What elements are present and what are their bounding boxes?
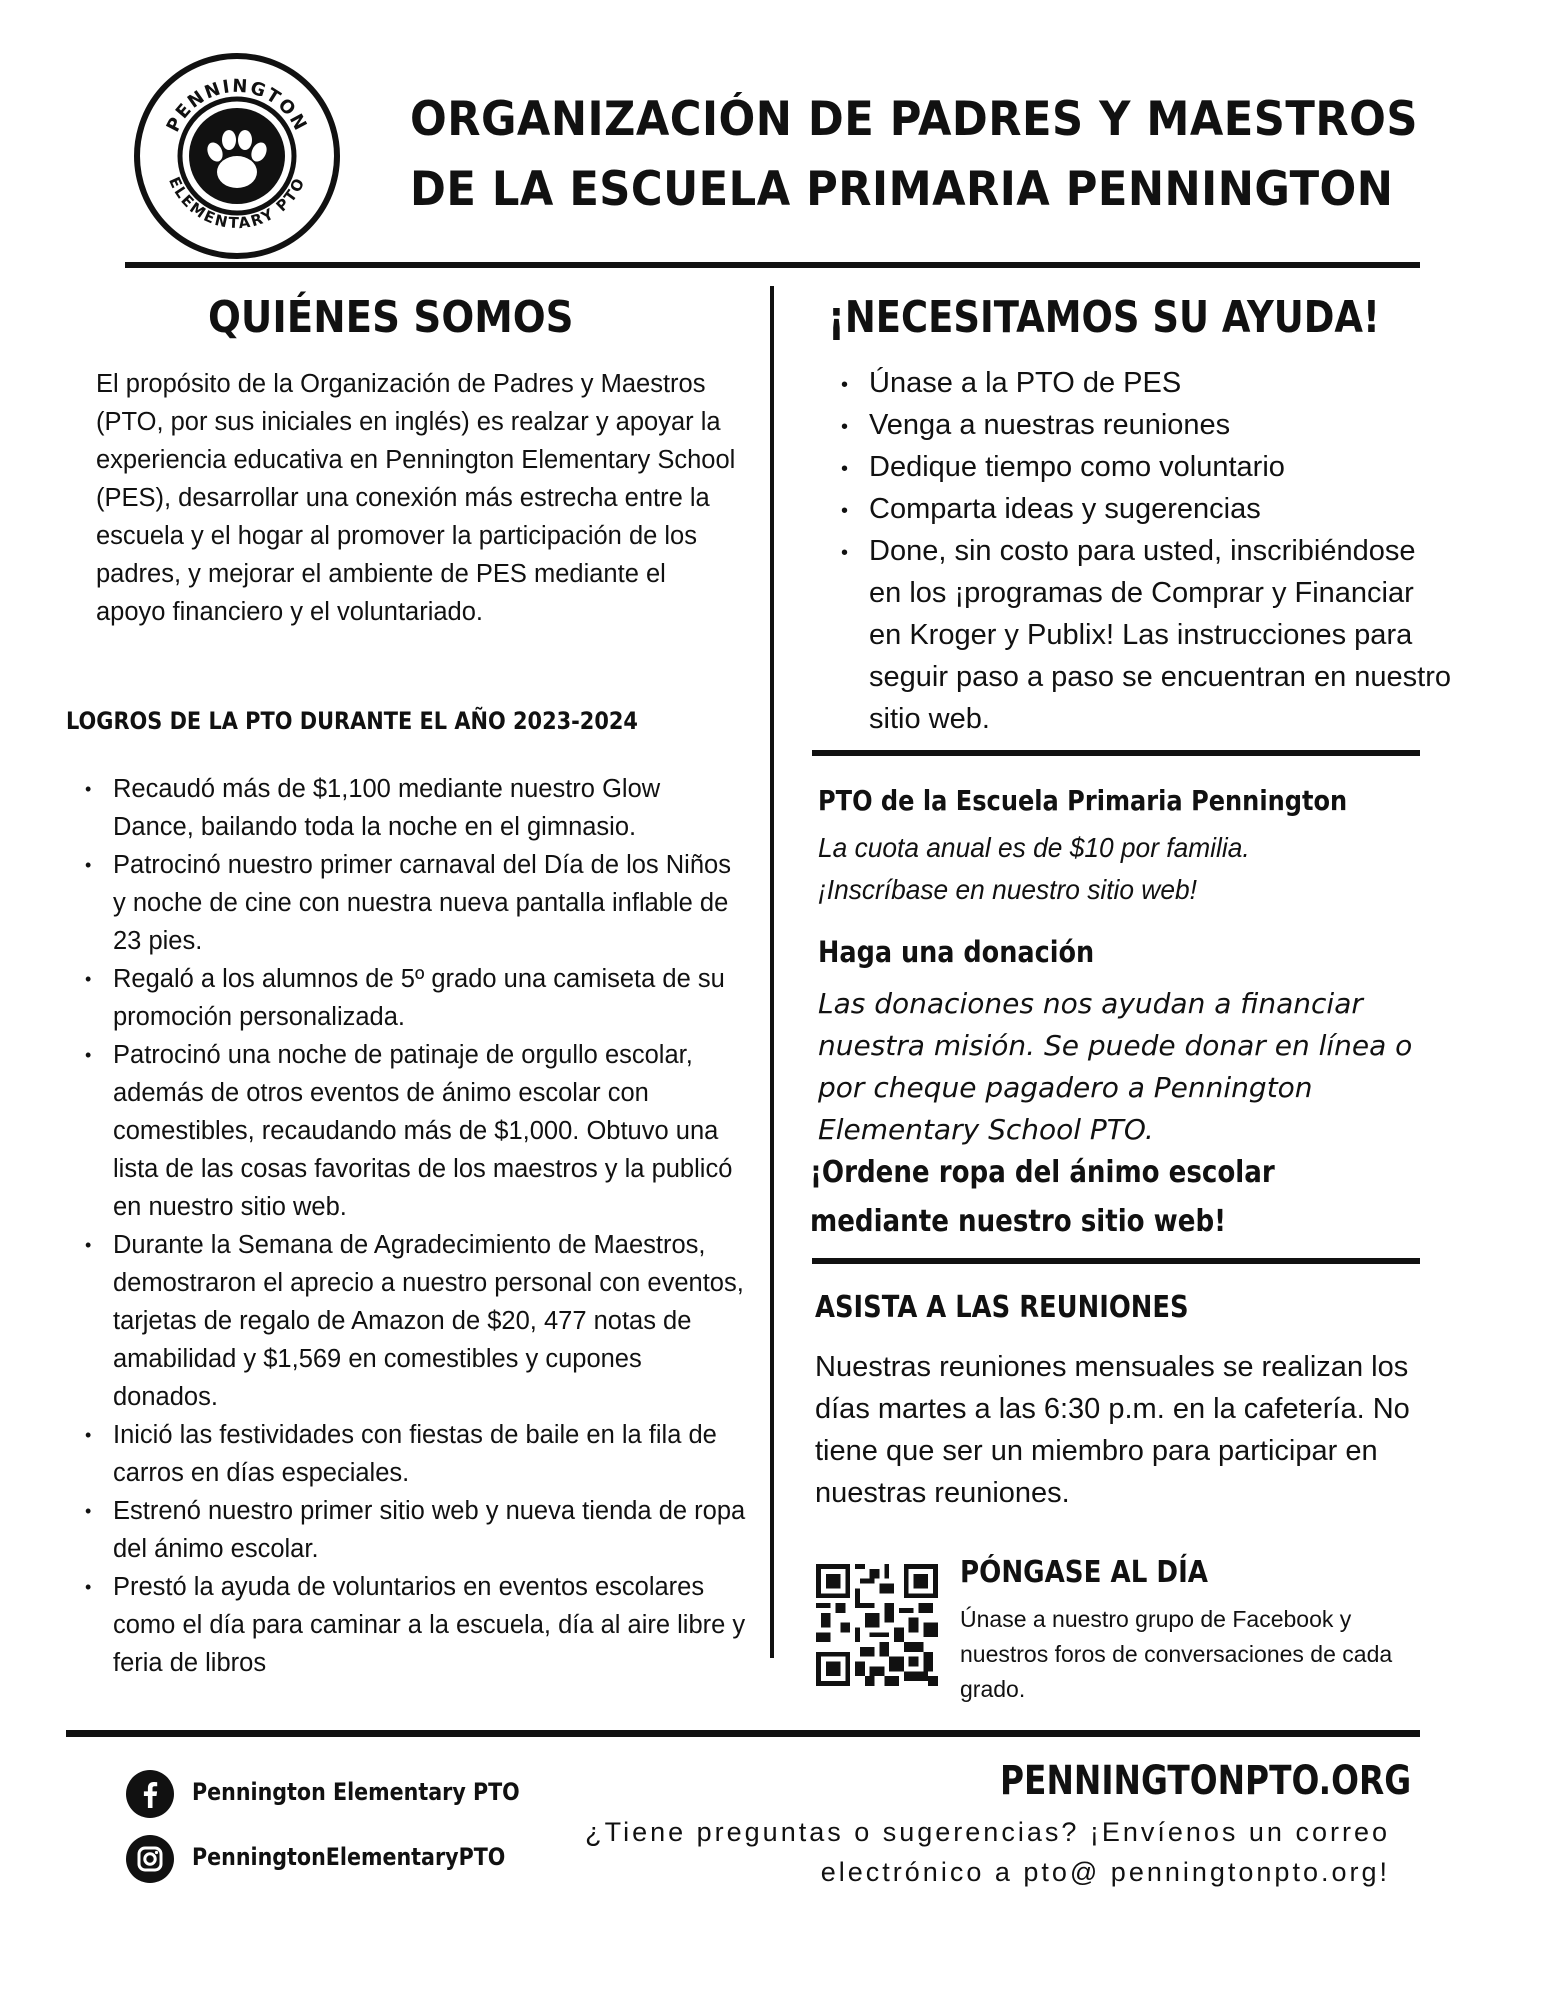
paw-icon	[189, 108, 285, 204]
asista-body: Nuestras reuniones mensuales se realizan los días martes a las 6:30 p.m. en la cafetería. No tiene que ser un miembro para participar en nuestras reuniones.	[815, 1351, 1410, 1509]
list-item: • Prestó la ayuda de voluntarios en eventos escolares como el día para caminar a la escuela, día al aire libre y feria de libros	[66, 1568, 746, 1682]
logros-list	[66, 770, 746, 1682]
list-item: • Estrenó nuestro primer sitio web y nueva tienda de ropa del ánimo escolar.	[66, 1492, 746, 1568]
list-item: • Comparta ideas y sugerencias	[822, 488, 1452, 530]
facebook-icon[interactable]	[126, 1770, 174, 1818]
footer-divider	[66, 1730, 1420, 1737]
ordene-line-1: ¡Ordene ropa del ánimo escolar	[810, 1155, 1275, 1190]
instagram-link[interactable]: PenningtonElementaryPTO	[192, 1843, 506, 1871]
right-divider-1	[812, 750, 1420, 756]
instagram-icon[interactable]	[126, 1835, 174, 1883]
website-link[interactable]: PENNINGTONPTO.ORG	[1000, 1758, 1412, 1804]
list-item: • Durante la Semana de Agradecimiento de Maestros, demostraron el aprecio a nuestro personal con eventos, tarjetas de regalo de Amazon de $20, 477 notas de amabilidad y $1,569 en comestibles y cupones donados.	[66, 1226, 746, 1416]
pto-heading: PTO de la Escuela Primaria Pennington	[818, 784, 1348, 817]
list-item: • Patrocinó nuestro primer carnaval del Día de los Niños y noche de cine con nuestra nueva pantalla inflable de 23 pies.	[66, 846, 746, 960]
donacion-body: Las donaciones nos ayudan a financiar nuestra misión. Se puede donar en línea o por cheque pagadero a Pennington Elementary School PTO.	[818, 987, 1413, 1146]
pongase-heading: PÓNGASE AL DÍA	[960, 1555, 1208, 1590]
list-item: • Recaudó más de $1,100 mediante nuestro Glow Dance, bailando toda la noche en el gimnasio.	[66, 770, 746, 846]
list-item: • Inició las festividades con fiestas de baile en la fila de carros en días especiales.	[66, 1416, 746, 1492]
facebook-link[interactable]: Pennington Elementary PTO	[192, 1778, 520, 1806]
list-item: • Done, sin costo para usted, inscribiéndose en los ¡programas de Comprar y Financiar en Kroger y Publix! Las instrucciones para seguir paso a paso se encuentran en nuestro sitio web.	[822, 530, 1452, 740]
list-item: • Venga a nuestras reuniones	[822, 404, 1452, 446]
necesitamos-ayuda-heading: ¡NECESITAMOS SU AYUDA!	[828, 292, 1380, 343]
quienes-somos-heading: QUIÉNES SOMOS	[208, 292, 574, 343]
right-divider-2	[812, 1258, 1420, 1264]
donacion-heading: Haga una donación	[818, 935, 1095, 969]
pongase-body: Únase a nuestro grupo de Facebook y nuestros foros de conversaciones de cada grado.	[960, 1606, 1393, 1702]
contact-text: ¿Tiene preguntas o sugerencias? ¡Envíenos un correo electrónico a pto@ penningtonpto.org!	[585, 1817, 1390, 1887]
logros-heading: LOGROS DE LA PTO DURANTE EL AÑO 2023-2024	[66, 707, 638, 735]
list-item: • Patrocinó una noche de patinaje de orgullo escolar, además de otros eventos de ánimo escolar con comestibles, recaudando más de $1,000. Obtuvo una lista de las cosas favoritas de los maestros y la publicó en nuestro sitio web.	[66, 1036, 746, 1226]
logo-top-text: PENNINGTON	[162, 75, 312, 136]
logo-bottom-text: ELEMENTARY PTO	[165, 173, 309, 233]
quienes-somos-body: El propósito de la Organización de Padres y Maestros (PTO, por sus iniciales en inglés) es realzar y apoyar la experiencia educativa en Pennington Elementary School (PES), desarrollar una conexión más estrecha entre la escuela y el hogar al promover la participación de los padres, y mejorar el ambiente de PES mediante el apoyo financiero y el voluntariado.	[96, 370, 736, 626]
list-item: • Regaló a los alumnos de 5º grado una camiseta de su promoción personalizada.	[66, 960, 746, 1036]
column-divider	[770, 286, 774, 1658]
page-title-line-2: DE LA ESCUELA PRIMARIA PENNINGTON	[410, 162, 1394, 217]
header-divider	[125, 262, 1420, 268]
cuota-text: La cuota anual es de $10 por familia.	[818, 832, 1250, 863]
ayuda-list	[822, 362, 1452, 740]
asista-heading: ASISTA A LAS REUNIONES	[815, 1290, 1189, 1325]
qr-code-icon[interactable]	[816, 1564, 938, 1686]
list-item: • Únase a la PTO de PES	[822, 362, 1452, 404]
page-title-line-1: ORGANIZACIÓN DE PADRES Y MAESTROS	[410, 92, 1418, 147]
inscribase-text: ¡Inscríbase en nuestro sitio web!	[818, 874, 1197, 905]
list-item: • Dedique tiempo como voluntario	[822, 446, 1452, 488]
ordene-line-2: mediante nuestro sitio web!	[810, 1204, 1227, 1239]
pto-logo	[133, 52, 341, 260]
